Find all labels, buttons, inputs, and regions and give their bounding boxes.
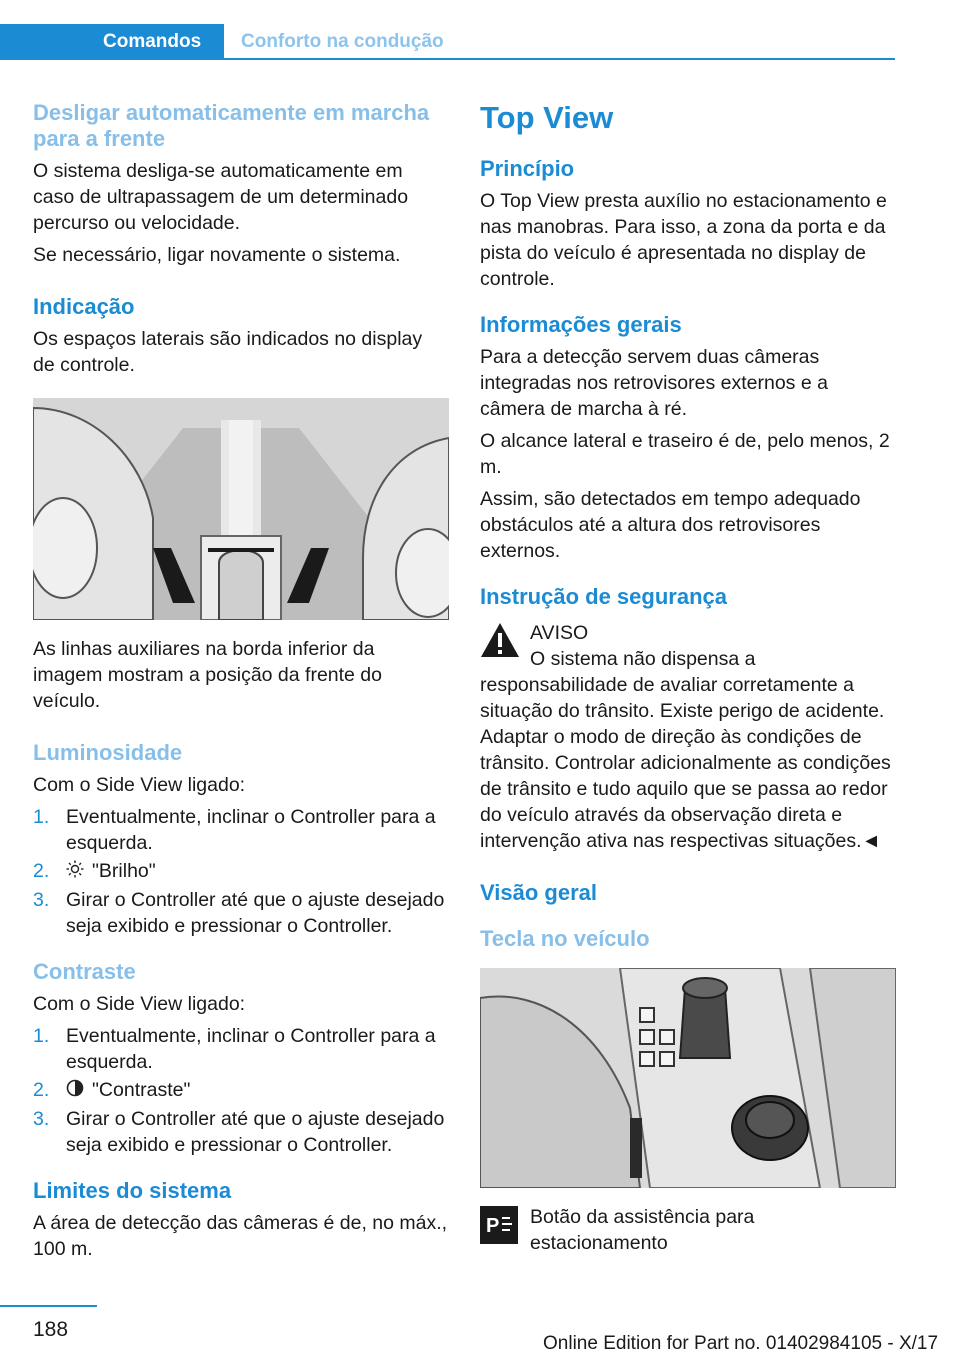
heading-tecla: Tecla no veículo [480, 926, 650, 951]
svg-text:P: P [486, 1215, 500, 1237]
paragraph-info-2: O alcance lateral e traseiro é de, pelo menos, 2 m. [480, 430, 890, 478]
page-number: 188 [33, 1318, 69, 1341]
heading-auto-off: Desligar automaticamente em marcha para a frente [33, 100, 430, 151]
right-column [480, 100, 896, 1256]
side-view-figure [33, 398, 449, 620]
heading-contraste: Contraste [33, 958, 136, 984]
heading-seguranca: Instrução de segurança [480, 584, 727, 609]
paragraph-auto-off: O sistema desliga-se automaticamente em caso de ultrapassagem de um determinado percurso ou velocidade. [33, 160, 409, 234]
list-item: 3. Girar o Controller até que o ajuste desejado seja exibido e pressionar o Controller. [33, 1107, 445, 1156]
heading-indicacao: Indicação [33, 294, 135, 319]
console-illustration [480, 968, 896, 1188]
side-view-illustration [33, 398, 449, 620]
list-item: 2. "Brilho" [33, 858, 449, 885]
heading-principio: Princípio [480, 156, 575, 181]
list-item: 3. Girar o Controller até que o ajuste desejado seja exibido e pressionar o Controller. [33, 888, 445, 937]
left-column [33, 100, 449, 1262]
contrast-steps [33, 1023, 449, 1158]
heading-top-view: Top View [480, 100, 614, 135]
list-item: 1. Eventualmente, inclinar o Controller para a esquerda. [33, 806, 436, 854]
paragraph-info-1: Para a detecção servem duas câmeras integradas nos retrovisores externos e a câmera de marcha à ré. [480, 346, 828, 420]
paragraph-info-3: Assim, são detectados em tempo adequado obstáculos até a altura dos retrovisores externos. [480, 488, 861, 562]
paragraph-parking-button: Botão da assistência para estacionamento [530, 1206, 755, 1254]
tab-comandos[interactable]: Comandos [0, 24, 224, 60]
header-rule [224, 58, 895, 60]
parking-button-row [480, 1204, 896, 1256]
paragraph-indicacao: Os espaços laterais são indicados no display de controle. [33, 328, 423, 376]
warning-triangle-icon [480, 622, 520, 663]
page-header [0, 24, 960, 64]
paragraph-lum-intro: Com o Side View ligado: [33, 774, 246, 796]
list-item: 1. Eventualmente, inclinar o Controller para a esquerda. [33, 1024, 436, 1073]
footer-rule [0, 1305, 97, 1307]
brightness-steps [33, 804, 449, 939]
console-figure [480, 968, 896, 1188]
heading-info: Informações gerais [480, 312, 682, 337]
parking-assist-icon [480, 1206, 518, 1249]
sun-icon [66, 859, 84, 885]
tab-conforto[interactable]: Conforto na condução [241, 31, 444, 52]
paragraph-con-intro: Com o Side View ligado: [33, 992, 246, 1015]
list-item: 2. "Contraste" [33, 1077, 449, 1104]
figure-caption: As linhas auxiliares na borda inferior da imagem mostram a posição da frente do veículo. [33, 638, 383, 712]
heading-luminosidade: Luminosidade [33, 740, 183, 765]
warning-text: O sistema não dispensa a responsabilidade de avaliar corretamente a situação do trânsito. Existe perigo de acidente. Adaptar o modo de direção às condições de trânsito. Controlar adicionalmente as condições de trânsito e tudo aquilo que se passa ao redor do veículo através da observação direta e intervenção ativa nas respectivas situações.◄ [480, 648, 891, 852]
paragraph-principio: O Top View presta auxílio no estacionamento e nas manobras. Para isso, a zona da porta e da pista do veículo é apresentada no display de controle. [480, 190, 887, 290]
heading-visao-geral: Visão geral [480, 880, 597, 905]
contrast-icon [66, 1078, 84, 1104]
edition-text: Online Edition for Part no. 01402984105 - X/17 [543, 1333, 939, 1354]
heading-limites: Limites do sistema [33, 1177, 232, 1203]
paragraph-limites: A área de detecção das câmeras é de, no máx., 100 m. [33, 1211, 448, 1260]
paragraph-reactivate: Se necessário, ligar novamente o sistema. [33, 244, 401, 266]
warning-block [480, 620, 896, 646]
warning-title: AVISO [530, 622, 589, 644]
